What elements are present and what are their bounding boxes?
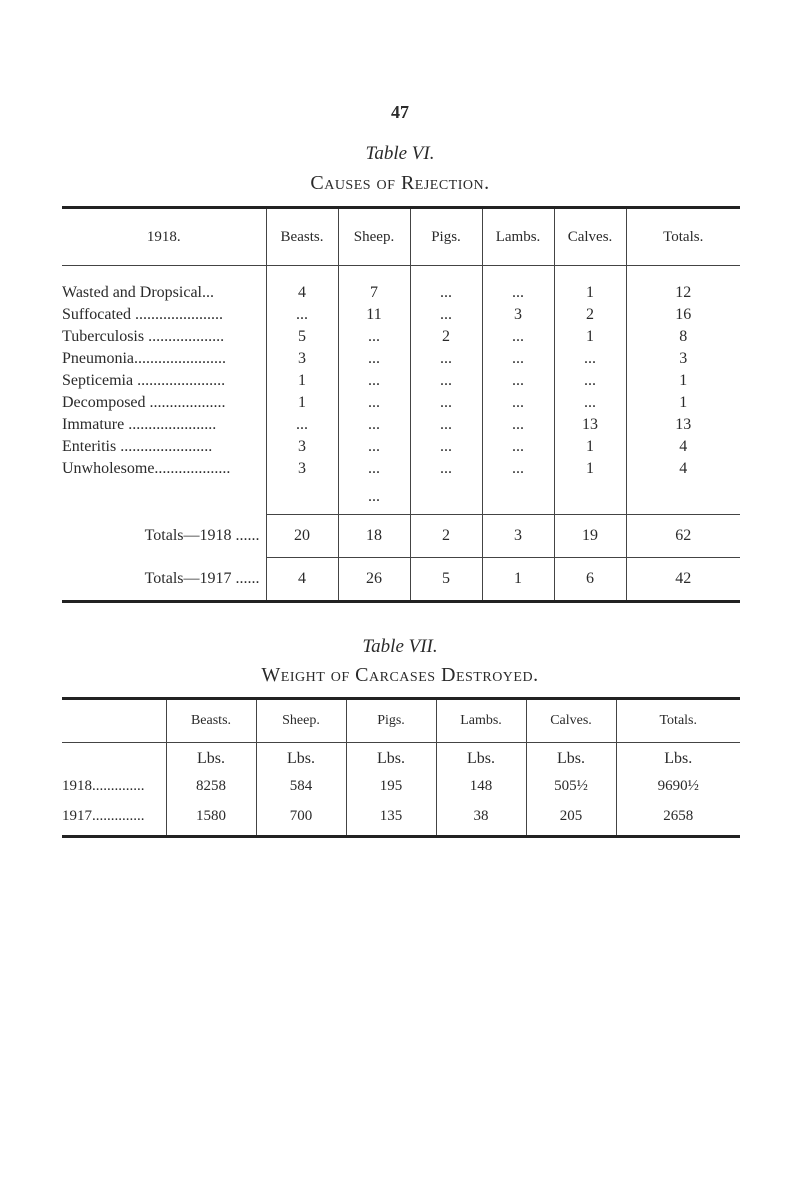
table-cell: 148 [436, 775, 526, 797]
weight-of-carcases-table [62, 697, 740, 838]
column-header [62, 699, 166, 743]
table-cell: 1 [626, 392, 740, 414]
table-cell: ... [482, 414, 554, 436]
table-cell: ... [482, 348, 554, 370]
table-cell: ... [266, 304, 338, 326]
table-row [62, 370, 740, 392]
table-cell: ... [482, 326, 554, 348]
table-cell: ... [482, 282, 554, 304]
column-header: Pigs. [410, 208, 482, 266]
table-cell [62, 743, 166, 776]
table7-heading: Weight of Carcases Destroyed. [261, 664, 539, 686]
table-row [62, 304, 740, 326]
unit-label: Lbs. [616, 743, 740, 776]
table-cell: 3 [266, 458, 338, 480]
table-cell: 3 [266, 348, 338, 370]
table-cell: ... [338, 480, 410, 515]
table-cell: ... [338, 436, 410, 458]
table-cell: ... [410, 436, 482, 458]
table-cell: 1 [554, 326, 626, 348]
totals-label: Totals—1918 ...... [144, 527, 260, 544]
table-cell: ... [338, 392, 410, 414]
table-cell: 195 [346, 775, 436, 797]
unit-label: Lbs. [256, 743, 346, 776]
table-cell: 2658 [616, 797, 740, 837]
table-cell: 42 [626, 558, 740, 602]
table-cell: 7 [338, 282, 410, 304]
table-cell: 1 [482, 558, 554, 602]
column-header: 1918. [62, 208, 266, 266]
table-cell: 700 [256, 797, 346, 837]
table-cell: 12 [626, 282, 740, 304]
table-cell: 6 [554, 558, 626, 602]
table-cell: 4 [266, 558, 338, 602]
totals-row [62, 558, 740, 602]
table-cell: ... [338, 370, 410, 392]
causes-of-rejection-table [62, 206, 740, 603]
table-row [62, 392, 740, 414]
unit-label: Lbs. [346, 743, 436, 776]
cause-label: Septicemia ...................... [62, 372, 226, 389]
table-cell: ... [482, 458, 554, 480]
cause-label: Tuberculosis ................... [62, 328, 225, 345]
page-number: 47 [391, 102, 409, 122]
table-cell: ... [410, 370, 482, 392]
table-cell: ... [338, 348, 410, 370]
unit-label: Lbs. [166, 743, 256, 776]
table-cell: 1 [266, 370, 338, 392]
table-cell: ... [482, 392, 554, 414]
unit-label: Lbs. [526, 743, 616, 776]
units-row [62, 743, 740, 776]
table-cell: 1 [554, 282, 626, 304]
table-cell: 2 [554, 304, 626, 326]
table-cell: 4 [626, 436, 740, 458]
cause-label: Decomposed ................... [62, 394, 226, 411]
cause-label: Suffocated ...................... [62, 306, 224, 323]
table-cell: ... [482, 370, 554, 392]
table-cell: 5 [266, 326, 338, 348]
table-cell: 3 [266, 436, 338, 458]
table-cell: 135 [346, 797, 436, 837]
table6-caption: Table VI. [365, 143, 435, 164]
table-cell: ... [482, 436, 554, 458]
table-row [62, 436, 740, 458]
year-label: 1917.............. [62, 807, 145, 824]
table-cell: 1 [626, 370, 740, 392]
table-cell: 3 [626, 348, 740, 370]
cause-label: Unwholesome................... [62, 460, 231, 477]
table-cell: ... [338, 414, 410, 436]
table-cell: ... [410, 304, 482, 326]
table-cell: 3 [482, 304, 554, 326]
table-cell: 8258 [166, 775, 256, 797]
table-header-row [62, 699, 740, 743]
table-cell: 13 [626, 414, 740, 436]
table-cell: 3 [482, 515, 554, 558]
totals-row [62, 515, 740, 558]
table-cell: 18 [338, 515, 410, 558]
cause-label: Wasted and Dropsical... [62, 284, 214, 301]
table-cell: 1580 [166, 797, 256, 837]
table-cell: 8 [626, 326, 740, 348]
table-cell: 38 [436, 797, 526, 837]
table-row [62, 797, 740, 837]
column-header: Sheep. [338, 208, 410, 266]
table-cell: 19 [554, 515, 626, 558]
table-cell: 11 [338, 304, 410, 326]
cause-label: Pneumonia....................... [62, 350, 226, 367]
column-header: Lambs. [482, 208, 554, 266]
table-cell: 16 [626, 304, 740, 326]
column-header: Totals. [616, 699, 740, 743]
table-row [62, 414, 740, 436]
table-cell: ... [410, 414, 482, 436]
table-row [62, 775, 740, 797]
table-cell: 4 [626, 458, 740, 480]
table-cell: ... [338, 458, 410, 480]
table-cell: 1 [554, 436, 626, 458]
table-row [62, 480, 740, 515]
table-row [62, 348, 740, 370]
year-label: 1918.............. [62, 777, 145, 794]
table-cell: 13 [554, 414, 626, 436]
column-header: Totals. [626, 208, 740, 266]
column-header: Sheep. [256, 699, 346, 743]
table-cell: 1 [554, 458, 626, 480]
table-cell: ... [338, 326, 410, 348]
table-cell: ... [410, 282, 482, 304]
table-cell: 20 [266, 515, 338, 558]
table-cell: 2 [410, 326, 482, 348]
table-cell: ... [266, 414, 338, 436]
table-row [62, 458, 740, 480]
table-cell: 4 [266, 282, 338, 304]
table-cell: 9690½ [616, 775, 740, 797]
table-cell: 205 [526, 797, 616, 837]
table-cell: ... [410, 392, 482, 414]
cause-label: Enteritis ....................... [62, 438, 213, 455]
table-row [62, 282, 740, 304]
table-cell: 62 [626, 515, 740, 558]
table-cell: ... [410, 458, 482, 480]
table-cell: ... [554, 370, 626, 392]
table7-caption: Table VII. [362, 636, 438, 657]
column-header: Calves. [526, 699, 616, 743]
table-row [62, 326, 740, 348]
column-header: Pigs. [346, 699, 436, 743]
table-cell: ... [410, 348, 482, 370]
table-cell: 505½ [526, 775, 616, 797]
table-cell: 5 [410, 558, 482, 602]
cause-label: Immature ...................... [62, 416, 217, 433]
table-cell: ... [554, 392, 626, 414]
column-header: Calves. [554, 208, 626, 266]
table-header-row [62, 208, 740, 266]
column-header: Lambs. [436, 699, 526, 743]
column-header: Beasts. [266, 208, 338, 266]
table-cell: ... [554, 348, 626, 370]
table-cell: 584 [256, 775, 346, 797]
unit-label: Lbs. [436, 743, 526, 776]
table6-heading: Causes of Rejection. [310, 172, 490, 194]
column-header: Beasts. [166, 699, 256, 743]
totals-label: Totals—1917 ...... [144, 569, 260, 587]
table-cell: 1 [266, 392, 338, 414]
table-cell: 2 [410, 515, 482, 558]
table-cell: 26 [338, 558, 410, 602]
